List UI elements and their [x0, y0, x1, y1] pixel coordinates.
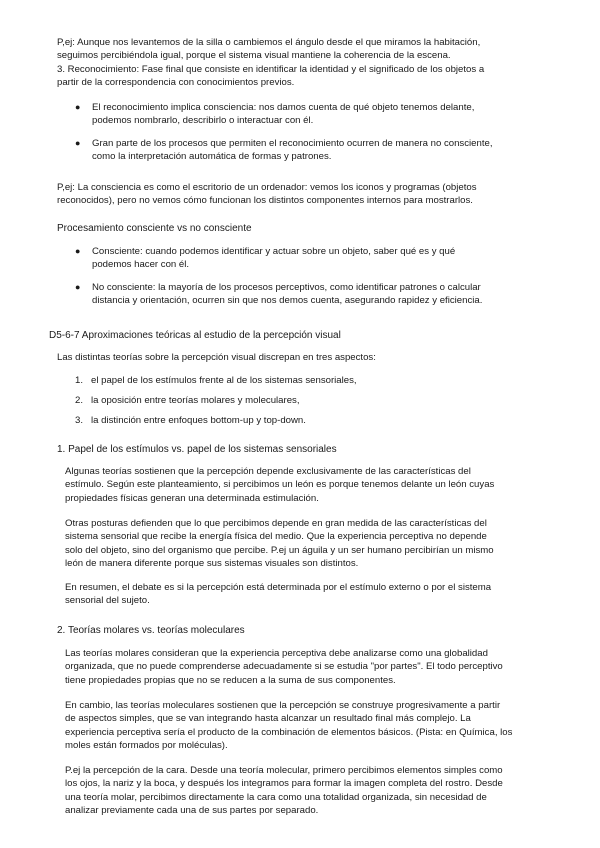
subsection-heading: 2. Teorías molares vs. teorías moleculares: [57, 625, 245, 636]
section-title: D5-6-7 Aproximaciones teóricas al estudio de la percepción visual: [49, 330, 341, 341]
subsection-heading: Procesamiento consciente vs no consciente: [57, 223, 252, 234]
paragraph: Las teorías molares consideran que la experiencia perceptiva debe analizarse como una globalidad organizada, que no puede comprenderse adecuadamente si se estudia "por partes". El todo perceptivo tiene propiedades propias que no se reducen a la suma de sus componentes.: [65, 648, 503, 686]
recognition-paragraph: 3. Reconocimiento: Fase final que consiste en identificar la identidad y el significado de los objetos a partir de la correspondencia con conocimientos previos.: [57, 64, 485, 89]
numbered-item: 2. la oposición entre teorías molares y moleculares,: [75, 395, 300, 406]
paragraph: Otras posturas defienden que lo que percibimos depende en gran medida de las características del sistema sensorial que recibe la energía física del medio. Que la experiencia perceptiva no depende solo del objeto, sino del organismo que percibe. P.ej un águila y un ser humano percibirían un mismo león de manera diferente porque sus sistemas visuales son distintos.: [65, 518, 494, 570]
numbered-item: 1. el papel de los estímulos frente al de los sistemas sensoriales,: [75, 375, 357, 386]
bullet-icon: ●: [75, 102, 81, 112]
paragraph: P.ej la percepción de la cara. Desde una teoría molecular, primero percibimos elementos simples como los ojos, la nariz y la boca, y después los integramos para formar la imagen completa del rostro. Desde una teoría molar, percibimos directamente la cara como una totalidad organizada, sin necesidad de analizar previamente cada una de sus partes por separado.: [65, 765, 503, 817]
document-page: P,ej: Aunque nos levantemos de la silla o cambiemos el ángulo desde el que miramos la habitación, seguimos percibiéndola igual, porque el sistema visual mantiene la coherencia de la escena. 3. Reconocimiento: Fase final que consiste en identificar la identidad y el significado de los objetos a partir de la correspondencia con conocimientos previos. ● El reconocimiento implica consciencia: nos damos cuenta de qué objeto tenemos delante, podemos nombrarlo, describirlo o interactuar con él. ● Gran parte de los procesos que permiten el reconocimiento ocurren de manera no consciente, como la interpretación automática de formas y patrones. P,ej: La consciencia es como el escritorio de un ordenador: vemos los iconos y programas (objetos reconocidos), pero no vemos cómo funcionan los distintos componentes internos para mostrarlos. Procesamiento consciente vs no consciente ● Consciente: cuando podemos identificar y actuar sobre un objeto, saber qué es y qué podemos hacer con él. ● No consciente: la mayoría de los procesos perceptivos, como identificar patrones o calcular distancia y orientación, ocurren sin que nos demos cuenta, asegurando rapidez y eficiencia. D5-6-7 Aproximaciones teóricas al estudio de la percepción visual Las distintas teorías sobre la percepción visual discrepan en tres aspectos: 1. el papel de los estímulos frente al de los sistemas sensoriales, 2. la oposición entre teorías molares y moleculares, 3. la distinción entre enfoques bottom-up y top-down. 1. Papel de los estímulos vs. papel de los sistemas sensoriales Algunas teorías sostienen que la percepción depende exclusivamente de las características del estímulo. Según este planteamiento, si percibimos un león es porque tenemos delante un león cuyas propiedades físicas generan una determinada estimulación. Otras posturas defienden que lo que percibimos depende en gran medida de las características del sistema sensorial que recibe la energía física del medio. Que la experiencia perceptiva no depende solo del objeto, sino del organismo que percibe. P.ej un águila y un ser humano percibirían un mismo león de manera diferente porque sus sistemas visuales son distintos. En resumen, el debate es si la percepción está determinada por el estímulo externo o por el sistema sensorial del sujeto. 2. Teorías molares vs. teorías moleculares Las teorías molares consideran que la experiencia perceptiva debe analizarse como una globalidad organizada, que no puede comprenderse adecuadamente si se estudia "por partes". El todo perceptivo tiene propiedades propias que no se reducen a la suma de sus componentes. En cambio, las teorías moleculares sostienen que la percepción se construye progresivamente a partir de aspectos simples, que se van integrando hasta alcanzar un resultado final más complejo. La experiencia perceptiva sería el producto de la combinación de elementos básicos. (Pista: en Química, los moles están formados por moléculas). P.ej la percepción de la cara. Desde una teoría molecular, primero percibimos elementos simples como los ojos, la nariz y la boca, y después los integramos para formar la imagen completa del rostro. Desde una teoría molar, percibimos directamente la cara como una totalidad organizada, sin necesidad de analizar previamente cada una de sus partes por separado.: [0, 0, 600, 848]
paragraph: Algunas teorías sostienen que la percepción depende exclusivamente de las características del estímulo. Según este planteamiento, si percibimos un león es porque tenemos delante un león cuyas propiedades físicas generan una determinada estimulación.: [65, 466, 495, 504]
section-intro: Las distintas teorías sobre la percepción visual discrepan en tres aspectos:: [57, 352, 376, 363]
bullet-icon: ●: [75, 282, 81, 292]
paragraph: En cambio, las teorías moleculares sostienen que la percepción se construye progresivamente a partir de aspectos simples, que se van integrando hasta alcanzar un resultado final más complejo. La experiencia perceptiva sería el producto de la combinación de elementos básicos. (Pista: en Química, los moles están formados por moléculas).: [65, 700, 513, 752]
bullet-icon: ●: [75, 246, 81, 256]
example-paragraph: P,ej: La consciencia es como el escritorio de un ordenador: vemos los iconos y programas (objetos reconocidos), pero no vemos cómo funcionan los distintos componentes internos para mostrarlos.: [57, 182, 477, 207]
subsection-heading: 1. Papel de los estímulos vs. papel de los sistemas sensoriales: [57, 444, 337, 455]
bullet-icon: ●: [75, 138, 81, 148]
paragraph: En resumen, el debate es si la percepción está determinada por el estímulo externo o por el sistema sensorial del sujeto.: [65, 582, 492, 607]
numbered-item: 3. la distinción entre enfoques bottom-up y top-down.: [75, 415, 306, 426]
example-paragraph: P,ej: Aunque nos levantemos de la silla o cambiemos el ángulo desde el que miramos la habitación, seguimos percibiéndola igual, porque el sistema visual mantiene la coherencia de la escena.: [57, 37, 481, 62]
